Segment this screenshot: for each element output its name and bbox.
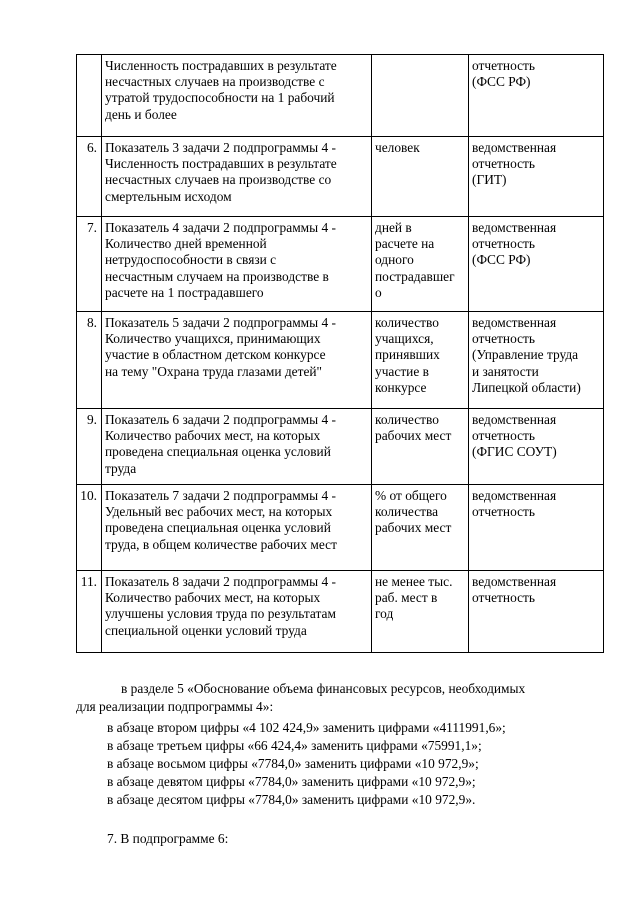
source-line: ведомственная xyxy=(472,140,557,155)
indicator-line: несчастных случаев на производстве с xyxy=(105,74,325,90)
indicator-line: утратой трудоспособности на 1 рабочий xyxy=(105,90,335,106)
unit-cell xyxy=(372,312,469,409)
unit-line: количество xyxy=(375,412,439,427)
replacement-item: в абзаце втором цифры «4 102 424,9» заменить цифрами «4111991,6»; xyxy=(107,720,506,735)
unit-line: рабочих мест xyxy=(375,520,452,536)
indicator-line: проведена специальная оценка условий xyxy=(105,444,331,460)
replacement-item: в абзаце десятом цифры «7784,0» заменить цифрами «10 972,9». xyxy=(107,792,476,807)
indicator-cell xyxy=(102,312,372,409)
unit-cell xyxy=(372,137,469,217)
indicator-line: Численность пострадавших в результате xyxy=(105,156,337,172)
source-line: (ФСС РФ) xyxy=(472,252,531,268)
unit-line: количества xyxy=(375,504,439,520)
unit-line: не менее тыс. xyxy=(375,574,453,589)
indicator-line: Показатель 5 задачи 2 подпрограммы 4 - xyxy=(105,315,336,330)
section-5-intro-line1: в разделе 5 «Обоснование объема финансовых ресурсов, необходимых xyxy=(121,681,526,696)
source-line: отчетность xyxy=(472,504,535,520)
section-5-intro-line2: для реализации подпрограммы 4»: xyxy=(76,699,274,714)
source-cell xyxy=(469,485,604,571)
indicator-cell xyxy=(102,409,372,485)
indicator-line: специальной оценки условий труда xyxy=(105,622,307,638)
table-row xyxy=(77,55,604,137)
indicator-line: день и более xyxy=(105,106,177,122)
indicator-line: Количество учащихся, принимающих xyxy=(105,331,321,347)
row-number: 10. xyxy=(77,485,102,571)
source-line: ведомственная xyxy=(472,220,557,235)
unit-line: расчете на xyxy=(375,236,435,252)
unit-line: год xyxy=(375,606,394,622)
row-number xyxy=(77,55,102,137)
unit-line: дней в xyxy=(375,220,412,235)
table-row xyxy=(77,485,604,571)
unit-line: человек xyxy=(375,140,420,155)
source-line: (Управление труда xyxy=(472,347,579,363)
row-number: 6. xyxy=(77,137,102,217)
indicator-line: Показатель 8 задачи 2 подпрограммы 4 - xyxy=(105,574,336,589)
source-line: ведомственная xyxy=(472,315,557,330)
unit-cell xyxy=(372,485,469,571)
source-line: ведомственная xyxy=(472,574,557,589)
source-line: отчетность xyxy=(472,331,535,347)
unit-line: рабочих мест xyxy=(375,428,452,444)
source-cell xyxy=(469,571,604,653)
table-row xyxy=(77,312,604,409)
table-row xyxy=(77,571,604,653)
unit-line: % от общего xyxy=(375,488,447,503)
source-cell xyxy=(469,312,604,409)
source-line: (ФГИС СОУТ) xyxy=(472,444,557,460)
indicator-cell xyxy=(102,55,372,137)
indicator-line: улучшены условия труда по результатам xyxy=(105,606,336,622)
indicator-line: Показатель 3 задачи 2 подпрограммы 4 - xyxy=(105,140,336,155)
row-number: 7. xyxy=(77,217,102,312)
indicators-table-body xyxy=(77,55,604,653)
source-line: отчетность xyxy=(472,590,535,606)
indicator-cell xyxy=(102,571,372,653)
replacement-item: в абзаце третьем цифры «66 424,4» заменить цифрами «75991,1»; xyxy=(107,738,482,753)
source-cell xyxy=(469,55,604,137)
source-line: ведомственная xyxy=(472,488,557,503)
indicator-line: Количество рабочих мест, на которых xyxy=(105,428,321,444)
indicator-cell xyxy=(102,137,372,217)
indicator-line: проведена специальная оценка условий xyxy=(105,520,331,536)
row-number: 11. xyxy=(77,571,102,653)
unit-cell xyxy=(372,217,469,312)
source-line: отчетность xyxy=(472,428,535,444)
unit-cell xyxy=(372,55,469,137)
unit-line: пострадавшег xyxy=(375,268,455,284)
indicator-line: труда, в общем количестве рабочих мест xyxy=(105,536,337,552)
source-line: Липецкой области) xyxy=(472,379,581,395)
unit-cell xyxy=(372,409,469,485)
indicator-line: Количество рабочих мест, на которых xyxy=(105,590,321,606)
table-row xyxy=(77,217,604,312)
indicator-line: несчастных случаев на производстве со xyxy=(105,172,332,188)
source-cell xyxy=(469,217,604,312)
unit-line: конкурсе xyxy=(375,379,427,395)
unit-line: количество xyxy=(375,315,439,330)
indicator-line: труда xyxy=(105,460,137,476)
indicator-line: участие в областном детском конкурсе xyxy=(105,347,326,363)
subprogram-6-heading: 7. В подпрограмме 6: xyxy=(107,831,229,846)
unit-cell xyxy=(372,571,469,653)
table-row xyxy=(77,409,604,485)
source-line: отчетность xyxy=(472,236,535,252)
row-number: 8. xyxy=(77,312,102,409)
source-line: (ФСС РФ) xyxy=(472,74,531,90)
indicator-line: на тему "Охрана труда глазами детей" xyxy=(105,363,323,379)
indicator-line: смертельным исходом xyxy=(105,188,232,204)
source-line: отчетность xyxy=(472,58,535,73)
indicator-cell xyxy=(102,485,372,571)
indicator-line: Показатель 7 задачи 2 подпрограммы 4 - xyxy=(105,488,336,503)
source-cell xyxy=(469,409,604,485)
unit-line: раб. мест в xyxy=(375,590,438,606)
unit-line: одного xyxy=(375,252,414,268)
indicator-line: Показатель 4 задачи 2 подпрограммы 4 - xyxy=(105,220,336,235)
unit-line: участие в xyxy=(375,363,429,379)
source-line: отчетность xyxy=(472,156,535,172)
indicator-line: расчете на 1 пострадавшего xyxy=(105,284,264,300)
indicator-line: Численность пострадавших в результате xyxy=(105,58,337,73)
replacement-item: в абзаце восьмом цифры «7784,0» заменить цифрами «10 972,9»; xyxy=(107,756,479,771)
unit-line: учащихся, xyxy=(375,331,434,347)
indicator-line: Показатель 6 задачи 2 подпрограммы 4 - xyxy=(105,412,336,427)
indicator-line: нетрудоспособности в связи с xyxy=(105,252,277,268)
indicator-cell xyxy=(102,217,372,312)
indicator-line: Количество дней временной xyxy=(105,236,267,252)
indicator-line: Удельный вес рабочих мест, на которых xyxy=(105,504,333,520)
unit-line: принявших xyxy=(375,347,440,363)
indicator-line: несчастным случаем на производстве в xyxy=(105,268,329,284)
source-line: ведомственная xyxy=(472,412,557,427)
source-cell xyxy=(469,137,604,217)
source-line: (ГИТ) xyxy=(472,172,507,188)
row-number: 9. xyxy=(77,409,102,485)
unit-line: о xyxy=(375,284,382,300)
replacement-item: в абзаце девятом цифры «7784,0» заменить цифрами «10 972,9»; xyxy=(107,774,476,789)
indicators-table xyxy=(76,54,604,653)
source-line: и занятости xyxy=(472,363,539,379)
table-row xyxy=(77,137,604,217)
